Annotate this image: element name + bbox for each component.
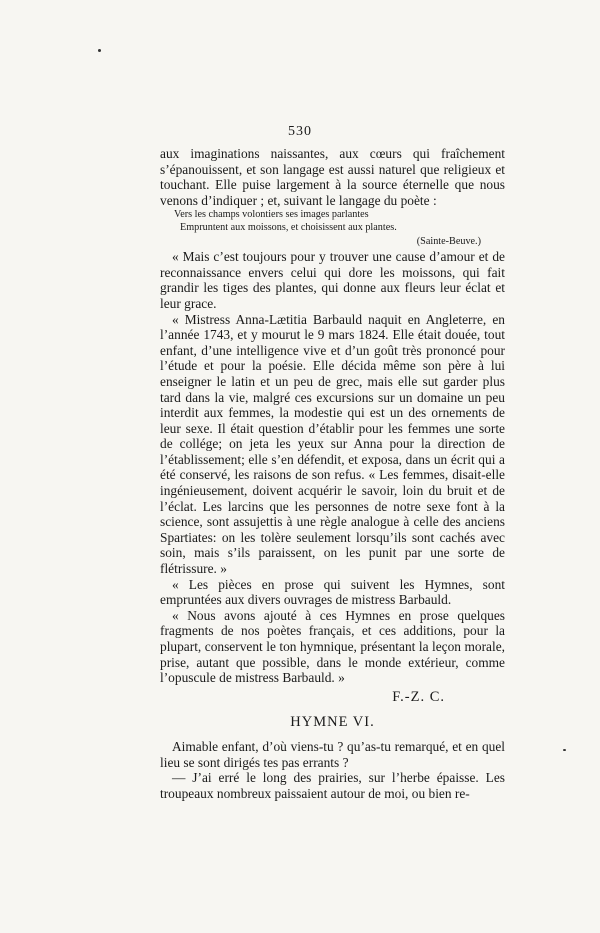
paragraph-prose-pieces: « Les pièces en prose qui suivent les Hymnes, sont empruntées aux divers ouvrages de mistress Barbauld. xyxy=(160,576,505,608)
paragraph-hymn-question: Aimable enfant, d’où viens-tu ? qu’as-tu remarqué, et en quel lieu se sont dirigés tes pas errants ? xyxy=(160,738,505,770)
page-number: 530 xyxy=(288,124,312,139)
paragraph-additions: « Nous avons ajouté à ces Hymnes en prose quelques fragments de nos poètes français, et ces additions, pour la plupart, conservent le ton hymnique, présentant la leçon morale, prise, autant que possible, dans le monde extérieur, comme l’opuscule de mistress Barbauld. » xyxy=(160,607,505,686)
verse-attribution: (Sainte-Beuve.) xyxy=(416,235,481,247)
page-body xyxy=(160,146,505,801)
paragraph-barbauld-biography: « Mistress Anna-Lætitia Barbauld naquit en Angleterre, en l’année 1743, et y mourut le 9 mars 1824. Elle était douée, tout enfant, d’une intelligence vive et d’un goût très prononcé pour l’étude et pour la poésie. Elle décida même son père à lui enseigner le latin et un peu de grec, mais elle sut garder plus tard dans la vie, malgré ces excursions sur un domaine un peu interdit aux femmes, la modestie qui est un des ornements de leur sexe. Il était question d’établir pour les femmes une sorte de collége; on jeta les yeux sur Anna pour la direction de l’établissement; elle s’en défendit, et exposa, dans un écrit qui a été conservé, les raisons de son refus. « Les femmes, disait-elle ingénieusement, doivent acquérir le savoir, loin du bruit et de l’éclat. Les larcins que les personnes de notre sexe font à la science, sont assujettis à une règle analogue à celle des anciens Spartiates: on les tolère seulement lorsqu’ils sont cachés avec soin, mais s’ils paraissent, on les punit par une sorte de flétrissure. » xyxy=(160,311,505,577)
verse-line-2: Empruntent aux moissons, et choisissent aux plantes. xyxy=(180,221,397,233)
ink-speck-right xyxy=(563,749,566,751)
verse-quote xyxy=(160,209,505,248)
paragraph-hymn-answer: — J’ai erré le long des prairies, sur l’herbe épaisse. Les troupeaux nombreux paissaient autour de moi, ou bien re- xyxy=(160,770,505,801)
hymn-title: HYMNE VI. xyxy=(290,714,375,731)
ink-speck-top xyxy=(98,49,101,52)
signature: F.-Z. C. xyxy=(392,688,445,705)
paragraph-intro-continuation: aux imaginations naissantes, aux cœurs qui fraîchement s’épanouissent, et son langage est aussi naturel que religieux et touchant. Elle puise largement à la source éternelle que nous venons d’indiquer ; et, suivant le langage du poète : xyxy=(160,146,505,208)
paragraph-love-reconnaissance: « Mais c’est toujours pour y trouver une cause d’amour et de reconnaissance envers celui qui dore les moissons, qui fait grandir les tiges des plantes, qui donne aux fleurs leur éclat et leur grace. xyxy=(160,249,505,311)
verse-line-1: Vers les champs volontiers ses images parlantes xyxy=(174,209,369,221)
